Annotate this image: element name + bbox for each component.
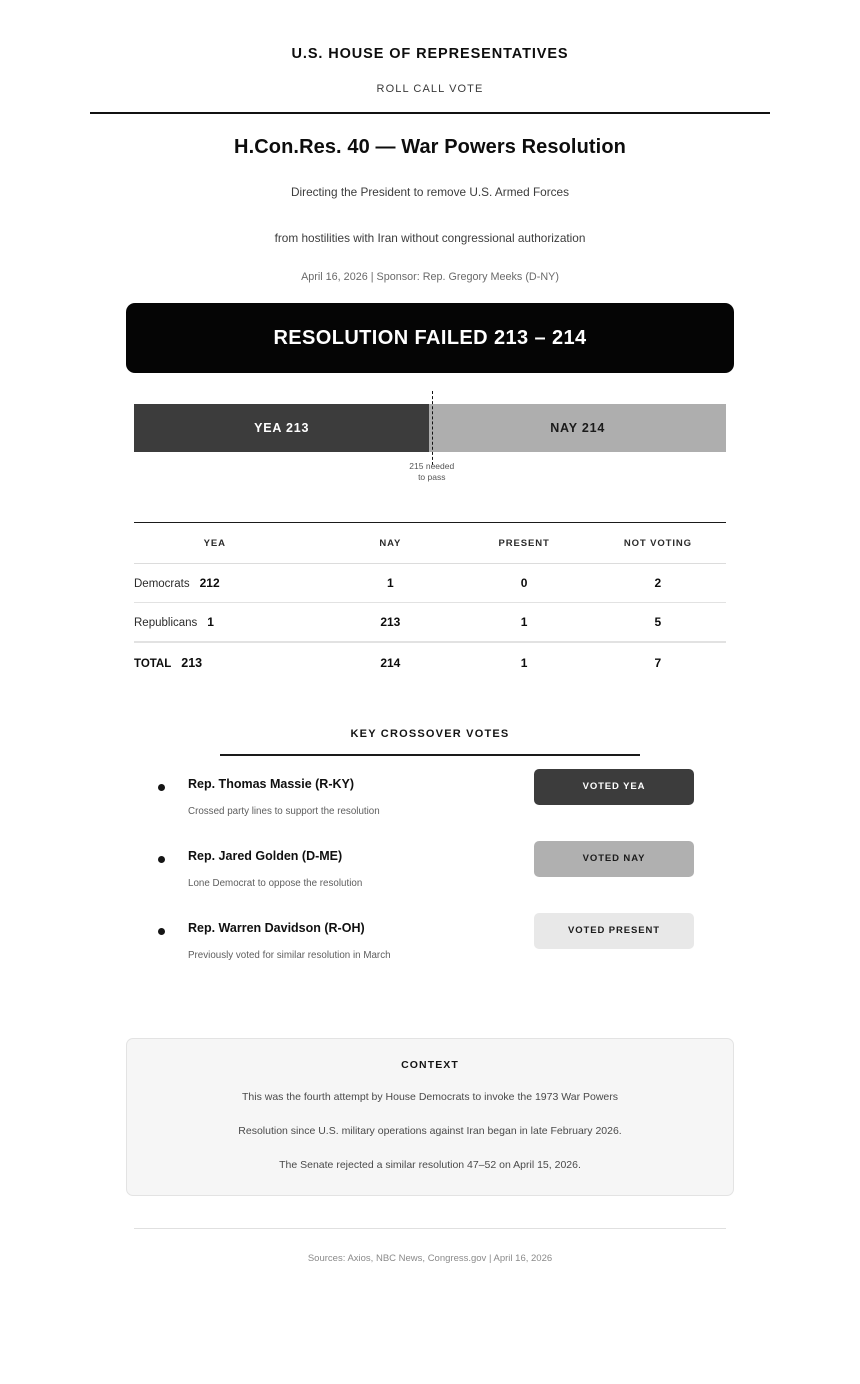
member-name: Rep. Jared Golden (D-ME) [188, 848, 343, 863]
table-header-present: PRESENT [498, 537, 550, 549]
result-banner [126, 303, 734, 373]
list-item [134, 846, 726, 918]
vote-bar-nay-segment: NAY 214 [429, 404, 726, 452]
member-name: Rep. Thomas Massie (R-KY) [188, 776, 355, 791]
row-yea-value: 212 [199, 576, 220, 590]
bullet-icon [158, 928, 165, 935]
member-name: Rep. Warren Davidson (R-OH) [188, 920, 365, 935]
vote-bar-yea-segment: YEA 213 [134, 404, 429, 452]
row-not-voting-value: 5 [654, 615, 662, 629]
vote-breakdown-table [134, 522, 726, 683]
table-header-row [134, 523, 726, 564]
bullet-icon [158, 856, 165, 863]
bill-block [0, 136, 860, 283]
row-label-total [134, 656, 323, 670]
table-header-yea: YEA [203, 537, 226, 549]
threshold-label-line-1: 215 needed [409, 461, 455, 471]
vote-bar [134, 404, 726, 482]
bill-title: H.Con.Res. 40 — War Powers Resolution [234, 136, 626, 158]
member-note: Lone Democrat to oppose the resolution [188, 877, 363, 889]
row-nay-value: 1 [386, 576, 394, 590]
result-banner-text: RESOLUTION FAILED 213 – 214 [273, 326, 587, 349]
table-total-row [134, 642, 726, 683]
member-note: Previously voted for similar resolution in March [188, 949, 391, 961]
row-present-value: 1 [520, 615, 528, 629]
row-label-democrats [134, 576, 323, 590]
status-badge: VOTED YEA [534, 769, 694, 805]
bill-meta: April 16, 2026 | Sponsor: Rep. Gregory Meeks (D-NY) [301, 271, 559, 283]
table-header-not-voting: NOT VOTING [623, 537, 692, 549]
status-badge: VOTED PRESENT [534, 913, 694, 949]
threshold-marker [432, 391, 433, 465]
bill-description-line-2: from hostilities with Iran without congressional authorization [274, 231, 586, 245]
context-title: CONTEXT [401, 1058, 459, 1071]
total-yea-value: 213 [181, 656, 203, 670]
crossover-section-title: KEY CROSSOVER VOTES [350, 728, 510, 740]
masthead-title: U.S. HOUSE OF REPRESENTATIVES [291, 46, 569, 62]
row-party-name: Democrats [134, 578, 190, 590]
member-note: Crossed party lines to support the resolution [188, 805, 380, 817]
row-label-republicans [134, 615, 323, 629]
list-item [134, 918, 726, 990]
row-yea-value: 1 [207, 615, 214, 629]
bill-description-line-1: Directing the President to remove U.S. Armed Forces [291, 185, 569, 199]
threshold-label-line-2: to pass [418, 472, 446, 482]
row-party-name: Republicans [134, 617, 198, 629]
masthead-subtitle: ROLL CALL VOTE [376, 83, 484, 95]
status-badge: VOTED NAY [534, 841, 694, 877]
masthead [0, 0, 860, 95]
context-line-2: Resolution since U.S. military operations against Iran began in late February 2026. [238, 1124, 622, 1137]
total-label: TOTAL [134, 658, 172, 670]
crossover-section-divider [220, 754, 640, 756]
total-nay-value: 214 [380, 656, 401, 670]
row-present-value: 0 [520, 576, 528, 590]
threshold-label [372, 461, 492, 483]
total-present-value: 1 [520, 656, 528, 670]
bullet-icon [158, 784, 165, 791]
table-row [134, 603, 726, 642]
vote-bar-track [134, 404, 726, 452]
row-nay-value: 213 [380, 615, 401, 629]
masthead-divider [90, 112, 770, 114]
table-row [134, 564, 726, 603]
row-not-voting-value: 2 [654, 576, 662, 590]
context-box [126, 1038, 734, 1196]
context-line-1: This was the fourth attempt by House Democrats to invoke the 1973 War Powers [241, 1090, 619, 1103]
crossover-list [134, 774, 726, 990]
table-header-nay: NAY [379, 537, 402, 549]
footer-divider [134, 1228, 726, 1229]
total-not-voting-value: 7 [654, 656, 662, 670]
list-item [134, 774, 726, 846]
context-line-3: The Senate rejected a similar resolution 47–52 on April 15, 2026. [279, 1158, 581, 1171]
footer-sources: Sources: Axios, NBC News, Congress.gov | April 16, 2026 [307, 1252, 553, 1264]
